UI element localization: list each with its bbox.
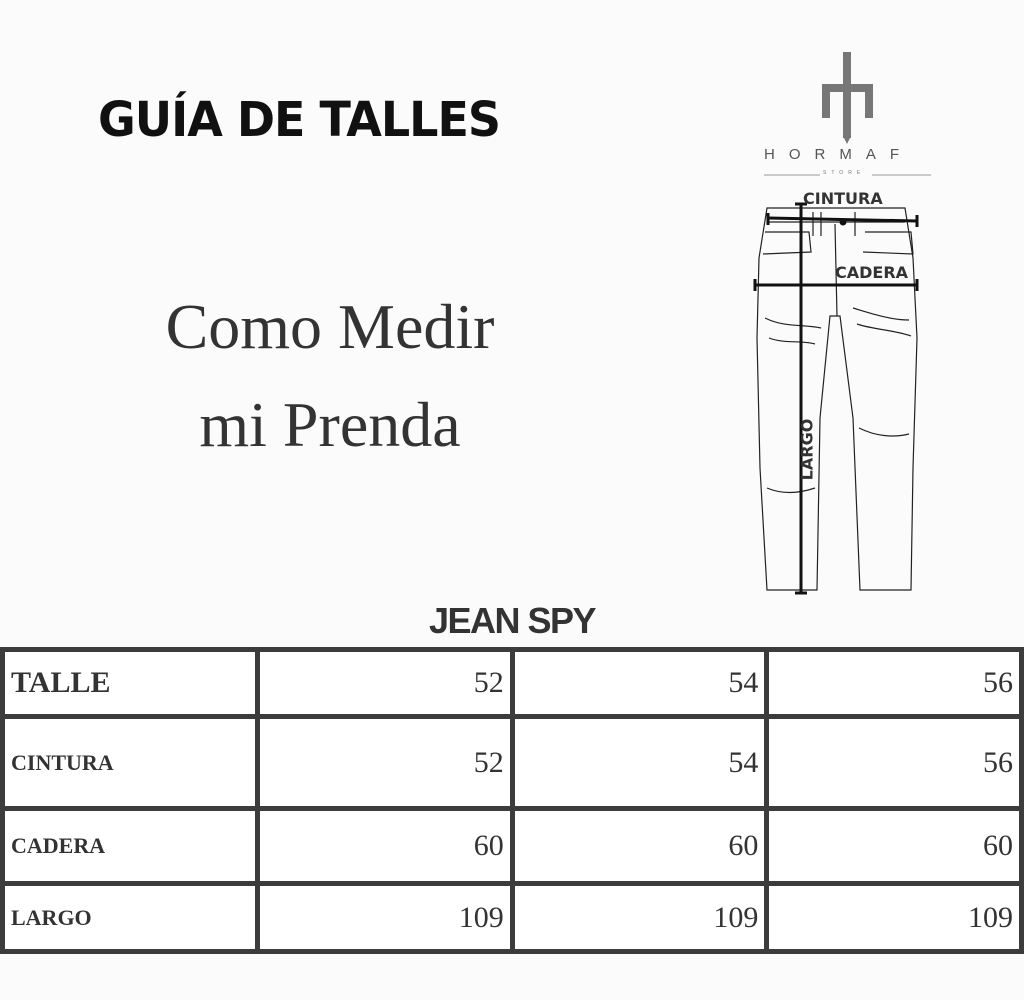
row-label: CINTURA (3, 717, 258, 809)
jeans-diagram (745, 188, 930, 610)
table-row (3, 884, 1022, 952)
table-row (3, 650, 1022, 717)
table-row (3, 809, 1022, 884)
brand-name: HORMAF (764, 146, 913, 163)
row-label: CADERA (3, 809, 258, 884)
diagram-label-hip: CADERA (835, 263, 909, 282)
row-label: TALLE (3, 650, 258, 717)
page-title: GUÍA DE TALLES (98, 90, 501, 148)
diagram-label-length: LARGO (797, 418, 817, 481)
diagram-label-waist: CINTURA (803, 189, 883, 208)
table-cell: 54 (512, 717, 767, 809)
how-to-measure-heading (120, 278, 540, 474)
table-cell: 54 (512, 650, 767, 717)
table-cell: 109 (258, 884, 513, 952)
table-cell: 109 (767, 884, 1022, 952)
table-cell: 52 (258, 717, 513, 809)
table-cell: 52 (258, 650, 513, 717)
table-cell: 60 (767, 809, 1022, 884)
brand-tagline: STORE (823, 170, 866, 176)
table-cell: 56 (767, 650, 1022, 717)
table-row (3, 717, 1022, 809)
table-cell: 60 (512, 809, 767, 884)
table-cell: 56 (767, 717, 1022, 809)
how-to-line-2: mi Prenda (199, 389, 461, 460)
how-to-line-1: Como Medir (165, 291, 495, 362)
size-table (0, 647, 1024, 954)
table-title: JEAN SPY (428, 600, 596, 641)
row-label: LARGO (3, 884, 258, 952)
table-cell: 109 (512, 884, 767, 952)
table-cell: 60 (258, 809, 513, 884)
